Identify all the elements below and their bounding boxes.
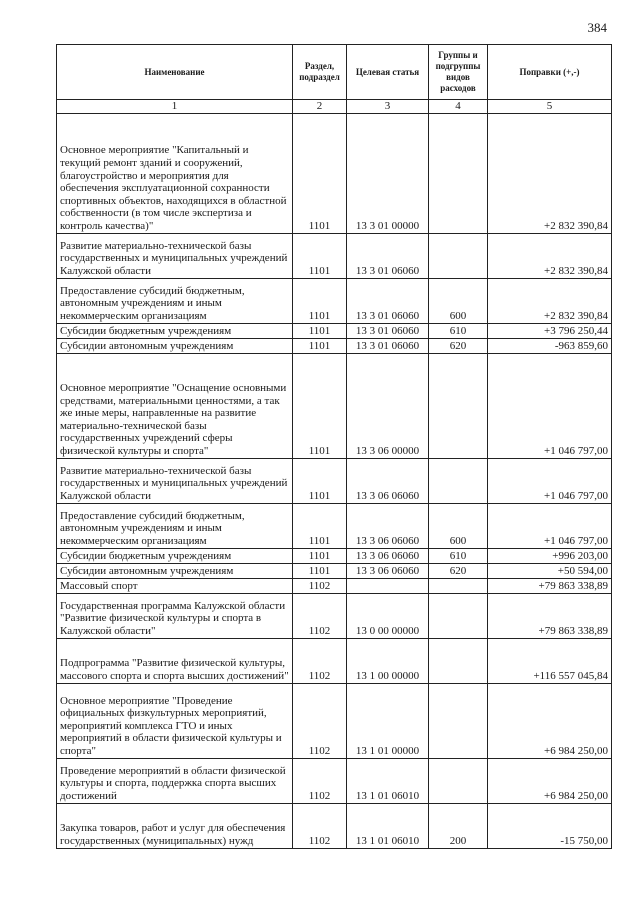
row-amount: +79 863 338,89 bbox=[488, 578, 612, 593]
row-group bbox=[429, 758, 488, 803]
row-section: 1102 bbox=[293, 683, 347, 758]
row-name: Основное мероприятие "Капитальный и текущий ремонт зданий и сооружений, благоустройство и мероприятия для обеспечения эксплуатационной сохранности спортивных объектов, находящихся в областной собственности (в том числе экспертиза и контроль качества)" bbox=[57, 113, 293, 233]
table-header-row bbox=[57, 45, 612, 100]
row-target: 13 3 06 06060 bbox=[347, 548, 429, 563]
row-target: 13 3 06 00000 bbox=[347, 353, 429, 458]
row-section: 1101 bbox=[293, 323, 347, 338]
row-group bbox=[429, 578, 488, 593]
header-amendments: Поправки (+,-) bbox=[488, 45, 612, 100]
row-target: 13 3 01 00000 bbox=[347, 113, 429, 233]
row-amount: +1 046 797,00 bbox=[488, 353, 612, 458]
row-target: 13 3 01 06060 bbox=[347, 278, 429, 323]
row-group: 620 bbox=[429, 563, 488, 578]
table-row bbox=[57, 548, 612, 563]
row-section: 1101 bbox=[293, 278, 347, 323]
row-section: 1102 bbox=[293, 578, 347, 593]
row-group: 600 bbox=[429, 503, 488, 548]
row-name: Развитие материально-технической базы государственных и муниципальных учреждений Калужской области bbox=[57, 458, 293, 503]
table-row bbox=[57, 278, 612, 323]
row-section: 1101 bbox=[293, 548, 347, 563]
column-number: 1 bbox=[57, 100, 293, 114]
row-section: 1102 bbox=[293, 758, 347, 803]
row-amount: -15 750,00 bbox=[488, 803, 612, 848]
row-section: 1102 bbox=[293, 803, 347, 848]
row-target: 13 1 01 00000 bbox=[347, 683, 429, 758]
row-target: 13 1 01 06010 bbox=[347, 758, 429, 803]
row-amount: +116 557 045,84 bbox=[488, 638, 612, 683]
row-group bbox=[429, 683, 488, 758]
row-target: 13 0 00 00000 bbox=[347, 593, 429, 638]
row-amount: +6 984 250,00 bbox=[488, 683, 612, 758]
budget-amendments-table bbox=[56, 44, 612, 849]
row-name: Основное мероприятие "Проведение официальных физкультурных мероприятий, мероприятий комплекса ГТО и иных мероприятий в области физической культуры и спорта" bbox=[57, 683, 293, 758]
row-name: Проведение мероприятий в области физической культуры и спорта, поддержка спорта высших достижений bbox=[57, 758, 293, 803]
row-group: 600 bbox=[429, 278, 488, 323]
row-name: Предоставление субсидий бюджетным, автономным учреждениям и иным некоммерческим организациям bbox=[57, 278, 293, 323]
row-group bbox=[429, 638, 488, 683]
row-section: 1102 bbox=[293, 638, 347, 683]
column-number-row bbox=[57, 100, 612, 114]
table-row bbox=[57, 233, 612, 278]
row-target bbox=[347, 578, 429, 593]
page-number: 384 bbox=[587, 20, 607, 35]
column-number: 3 bbox=[347, 100, 429, 114]
row-group: 610 bbox=[429, 548, 488, 563]
row-section: 1101 bbox=[293, 113, 347, 233]
table-row bbox=[57, 113, 612, 233]
row-name: Закупка товаров, работ и услуг для обеспечения государственных (муниципальных) нужд bbox=[57, 803, 293, 848]
row-target: 13 3 06 06060 bbox=[347, 503, 429, 548]
row-name: Массовый спорт bbox=[57, 578, 293, 593]
row-group: 610 bbox=[429, 323, 488, 338]
row-amount: -963 859,60 bbox=[488, 338, 612, 353]
row-section: 1101 bbox=[293, 458, 347, 503]
row-amount: +6 984 250,00 bbox=[488, 758, 612, 803]
row-name: Основное мероприятие "Оснащение основными средствами, материальными ценностями, а так же иные меры, направленные на развитие материально-технической базы государственных учреждений сферы физической культуры и спорта" bbox=[57, 353, 293, 458]
row-section: 1102 bbox=[293, 593, 347, 638]
column-number: 2 bbox=[293, 100, 347, 114]
row-group bbox=[429, 113, 488, 233]
row-name: Субсидии бюджетным учреждениям bbox=[57, 548, 293, 563]
row-target: 13 1 01 06010 bbox=[347, 803, 429, 848]
row-name: Субсидии автономным учреждениям bbox=[57, 563, 293, 578]
row-name: Предоставление субсидий бюджетным, автономным учреждениям и иным некоммерческим организациям bbox=[57, 503, 293, 548]
row-section: 1101 bbox=[293, 563, 347, 578]
row-group bbox=[429, 593, 488, 638]
row-amount: +1 046 797,00 bbox=[488, 503, 612, 548]
row-target: 13 3 06 06060 bbox=[347, 458, 429, 503]
header-target: Целевая статья bbox=[347, 45, 429, 100]
table-row bbox=[57, 338, 612, 353]
table-row bbox=[57, 458, 612, 503]
column-number: 5 bbox=[488, 100, 612, 114]
row-amount: +2 832 390,84 bbox=[488, 233, 612, 278]
header-name: Наименование bbox=[57, 45, 293, 100]
table-row bbox=[57, 353, 612, 458]
row-target: 13 1 00 00000 bbox=[347, 638, 429, 683]
table-row bbox=[57, 638, 612, 683]
row-target: 13 3 01 06060 bbox=[347, 233, 429, 278]
row-amount: +79 863 338,89 bbox=[488, 593, 612, 638]
table-row bbox=[57, 683, 612, 758]
table-row bbox=[57, 563, 612, 578]
table-row bbox=[57, 323, 612, 338]
row-section: 1101 bbox=[293, 338, 347, 353]
row-group bbox=[429, 458, 488, 503]
row-section: 1101 bbox=[293, 353, 347, 458]
row-amount: +50 594,00 bbox=[488, 563, 612, 578]
row-amount: +1 046 797,00 bbox=[488, 458, 612, 503]
row-name: Субсидии автономным учреждениям bbox=[57, 338, 293, 353]
row-target: 13 3 06 06060 bbox=[347, 563, 429, 578]
row-target: 13 3 01 06060 bbox=[347, 323, 429, 338]
row-amount: +2 832 390,84 bbox=[488, 278, 612, 323]
table-row bbox=[57, 758, 612, 803]
row-section: 1101 bbox=[293, 233, 347, 278]
row-target: 13 3 01 06060 bbox=[347, 338, 429, 353]
row-group bbox=[429, 353, 488, 458]
row-group: 200 bbox=[429, 803, 488, 848]
header-section: Раздел, подраздел bbox=[293, 45, 347, 100]
row-name: Развитие материально-технической базы государственных и муниципальных учреждений Калужской области bbox=[57, 233, 293, 278]
column-number: 4 bbox=[429, 100, 488, 114]
row-name: Субсидии бюджетным учреждениям bbox=[57, 323, 293, 338]
table-row bbox=[57, 578, 612, 593]
table-row bbox=[57, 803, 612, 848]
row-group bbox=[429, 233, 488, 278]
table-row bbox=[57, 593, 612, 638]
header-groups: Группы и подгруппы видов расходов bbox=[429, 45, 488, 100]
row-section: 1101 bbox=[293, 503, 347, 548]
row-amount: +3 796 250,44 bbox=[488, 323, 612, 338]
row-group: 620 bbox=[429, 338, 488, 353]
row-name: Подпрограмма "Развитие физической культуры, массового спорта и спорта высших достижений" bbox=[57, 638, 293, 683]
row-name: Государственная программа Калужской области "Развитие физической культуры и спорта в Калужской области" bbox=[57, 593, 293, 638]
row-amount: +2 832 390,84 bbox=[488, 113, 612, 233]
row-amount: +996 203,00 bbox=[488, 548, 612, 563]
table-row bbox=[57, 503, 612, 548]
